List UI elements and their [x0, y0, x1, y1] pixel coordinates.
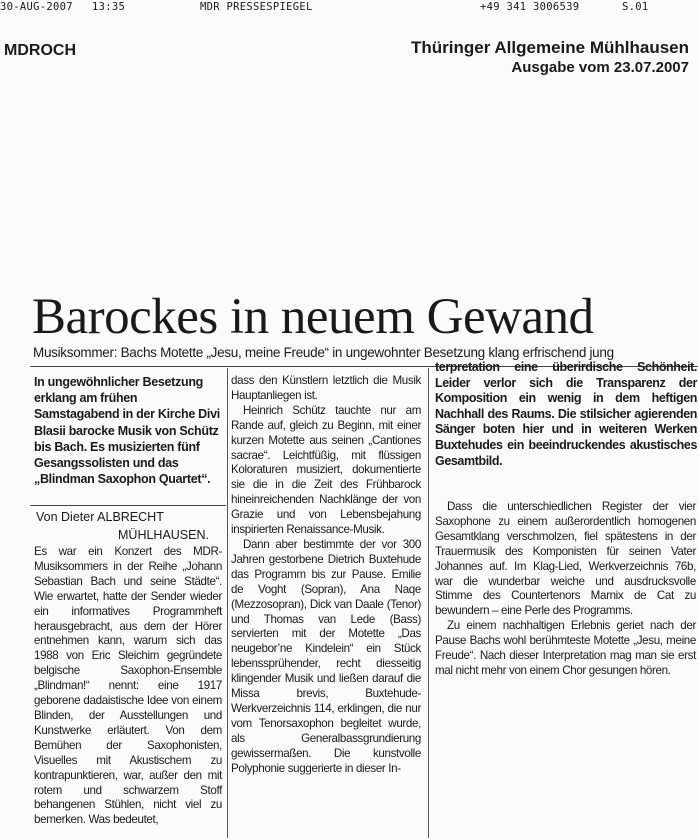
masthead [411, 37, 689, 77]
column-1-body [34, 545, 222, 828]
publication-name: Thüringer Allgemeine Mühlhausen [410, 38, 689, 57]
paragraph: Es war ein Konzert des MDR-Musiksommers in der Reihe „Johann Sebastian Bach und seine Städte“. Wie erwartet, hatte der Sender wieder ein informatives Programmheft herausgebracht, aus dem der Hörer entnehmen kann, warum sich das 1988 von Eric Sleichim gegründete belgische Saxophon-Ensemble „Blindman!“ nennt: eine 1917 geborene dadaistische Idee von einem Blinden, der Ausstellungen und Kunstwerke erläutert. Von dem Bemühen der Saxophonisten, Visuelles mit Akustischem zu kontrapunktieren, war, außer den mit rotem und schwarzem Stoff behangenen Stühlen, nicht viel zu bemerken. Was bedeutet, [34, 545, 222, 827]
paragraph: Zu einem nachhaltigen Erlebnis geriet nach der Pause Bachs wohl berühmteste Motette „Jesu, meine Freude“. Nach dieser Interpretation mag man sie erst mal nicht mehr von einem Chor gesungen hören. [435, 619, 696, 677]
lead-text: In ungewöhnlicher Besetzung erklang am frühen Samstagabend in der Kirche Divi Blasii barocke Musik von Schütz bis Bach. Es musizierten fünf Gesangssolisten und das „Blindman Saxophon Quartet“. [34, 375, 220, 487]
paragraph: Dann aber bestimmte der vor 300 Jahren gestorbene Dietrich Buxtehude das Programm bis zur Pause. Emilie de Voght (Sopran), Ana Naqe (Mezzosopran), Dick van Daale (Tenor) und Thomas van Lede (Bass) servierten mit der Motette „Das neugebor’ne Kindelein“ ein Stück lebenssprühender, recht diesseitig klingender Musik und ließen darauf die Missa brevis, Buxtehude-Werkverzeichnis 114, erklingen, die nur vom Tenorsaxophon begleitet wurde, als Generalbassgrundierung gewissermaßen. Die kunstvolle Polyphonie suggerierte in dieser In- [231, 537, 421, 775]
paragraph: Dass die unterschiedlichen Register der vier Saxophone zu einem außerordentlich homogenen Gesamtklang verschmolzen, fiel spätestens in der Trauermusik des Komponisten für seinen Vater Johannes auf. Im Klag-Lied, Werkverzeichnis 76b, war die wunderbar weiche und ausdrucksvolle Stimme des Countertenors Marnix de Cat zu bewundern – eine Perle des Programms. [435, 500, 696, 618]
column-divider-2 [428, 368, 429, 838]
column-3-bold [435, 360, 697, 469]
paragraph: terpretation eine überirdische Schönheit. Leider verlor sich die Transparenz der Komposition ein wenig in dem heftigen Nachhall des Raums. Die stilsicher agierenden Sänger boten hier und in weiteren Werken Buxtehudes ein beeindruckendes akustisches Gesamtbild. [435, 360, 697, 468]
fax-header [0, 1, 699, 15]
article-author: Von Dieter ALBRECHT [36, 510, 164, 524]
column-2 [231, 374, 421, 776]
column-3 [435, 500, 696, 679]
fax-page: S.01 [622, 1, 649, 13]
article-lead [34, 374, 224, 487]
fax-date: 30-AUG-2007 [0, 1, 73, 13]
paragraph: dass den Künstlern letztlich die Musik Hauptanliegen ist. [231, 374, 421, 402]
article-subheadline: Musiksommer: Bachs Motette „Jesu, meine Freude“ in ungewohnter Besetzung klang erfrischend jung [33, 345, 614, 360]
masthead-code: MDROCH [4, 42, 76, 59]
divider-lead [30, 505, 226, 506]
column-divider-1 [227, 368, 228, 838]
paragraph: Heinrich Schütz tauchte nur am Rande auf, gleich zu Beginn, mit einer kurzen Motette aus seinen „Cantiones sacrae“. Leichtfüßig, mit flüssigen Koloraturen musiziert, dokumentierte sie die in die Zeit des Frühbarock hineinreichenden Nachklänge der von Grazie und von Lebensbejahung inspirierten Renaissance-Musik. [231, 403, 421, 537]
article-headline: Barockes in neuem Gewand [32, 289, 594, 345]
edition-date: Ausgabe vom 23.07.2007 [511, 59, 689, 76]
fax-phone: +49 341 3006539 [480, 1, 580, 13]
fax-time: 13:35 [92, 1, 126, 13]
article-dateline: MÜHLHAUSEN. [118, 528, 209, 542]
fax-source: MDR PRESSESPIEGEL [200, 1, 313, 13]
